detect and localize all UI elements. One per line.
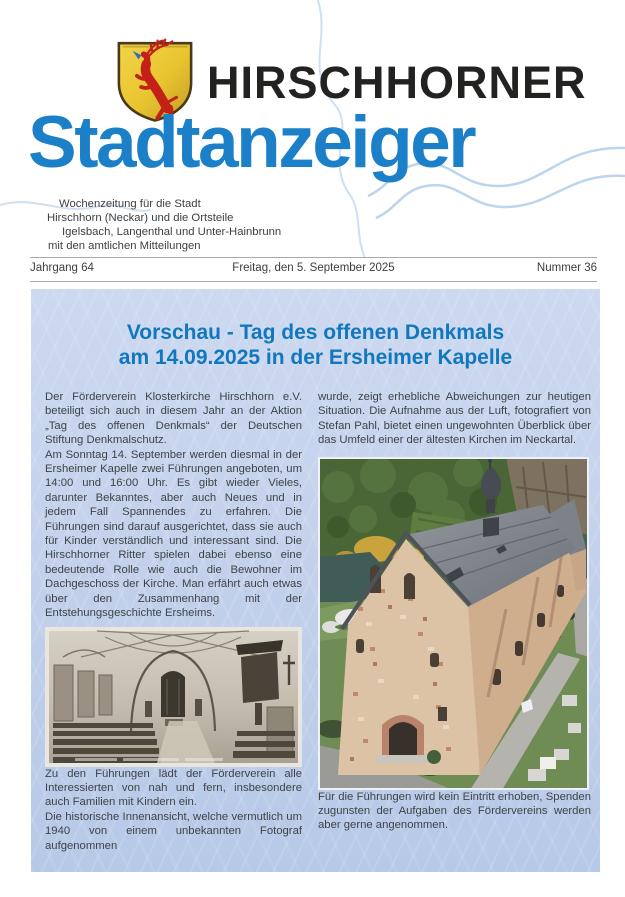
lead-article — [31, 289, 600, 872]
article-column-left — [45, 390, 302, 853]
dateline — [30, 262, 597, 274]
dateline-divider-top — [30, 257, 597, 258]
paragraph: wurde, zeigt erhebliche Abweichungen zur heutigen Situation. Die Aufnahme aus der Luft, fotografiert von Stefan Pahl, bietet einen ungewohnten Überblick über das Umfeld einer der ältesten Kirchen im Neckartal. — [318, 391, 591, 447]
dateline-divider-bottom — [30, 281, 597, 282]
subtitle-line: Wochenzeitung für die Stadt — [59, 198, 201, 210]
photo-caption: Zu den Führungen lädt der Förderverein alle Interessierten von nah und fern, insbesondere auch Familien mit Kindern ein. — [45, 767, 302, 809]
masthead-subtitle — [47, 197, 281, 253]
aerial-chapel-photo — [318, 457, 589, 790]
issue-number: Nummer 36 — [536, 262, 597, 274]
subtitle-line: mit den amtlichen Mitteilungen — [48, 240, 201, 252]
photo-caption: Für die Führungen wird kein Eintritt erhoben, Spenden zugunsten der Aufgaben des Fördervereins werden aber gerne angenommen. — [318, 790, 591, 832]
volume-label: Jahrgang 64 — [30, 262, 94, 274]
subtitle-line: Igelsbach, Langenthal und Unter-Hainbrunn — [62, 226, 282, 238]
photo-caption: Die historische Innenansicht, welche vermutlich um 1940 von einem unbekannten Fotograf aufgenommen — [45, 810, 302, 852]
paragraph: Der Förderverein Klosterkirche Hirschhorn e.V. beteiligt sich auch in diesem Jahr an der Aktion „Tag des offenen Denkmals“ der Deutschen Stiftung Denkmalschutz. — [45, 391, 302, 447]
headline-line-1: Vorschau - Tag des offenen Denkmals — [126, 321, 505, 344]
paragraph: Am Sonntag 14. September werden diesmal in der Ersheimer Kapelle zwei Führungen angeboten, um 14:00 und 16:00 Uhr. Es gibt wieder Vieles, darunter Bekanntes, aber auch Neues und in jedem Fall Spannendes zu erfahren. Die Führungen sind darauf ausgerichtet, dass sie auch für Kinder verständlich und interessant sind. Die Hirschhorner Ritter spielen dabei ebenso eine bedeutende Rolle wie auch die Bewohner im Dachgeschoss der Kirche. Man erfährt auch etwas über den Zusammenhang mit der Entstehungsgeschichte Ersheims. — [45, 448, 302, 620]
article-headline — [31, 320, 600, 370]
headline-line-2: am 14.09.2025 in der Ersheimer Kapelle — [118, 346, 513, 369]
historic-interior-photo — [45, 627, 302, 767]
subtitle-line: Hirschhorn (Neckar) und die Ortsteile — [47, 212, 234, 224]
masthead-title-main: Stadtanzeiger — [28, 102, 475, 183]
masthead-title-top: HIRSCHHORNER — [207, 57, 587, 108]
article-column-right — [318, 390, 591, 833]
issue-date: Freitag, den 5. September 2025 — [232, 262, 395, 274]
